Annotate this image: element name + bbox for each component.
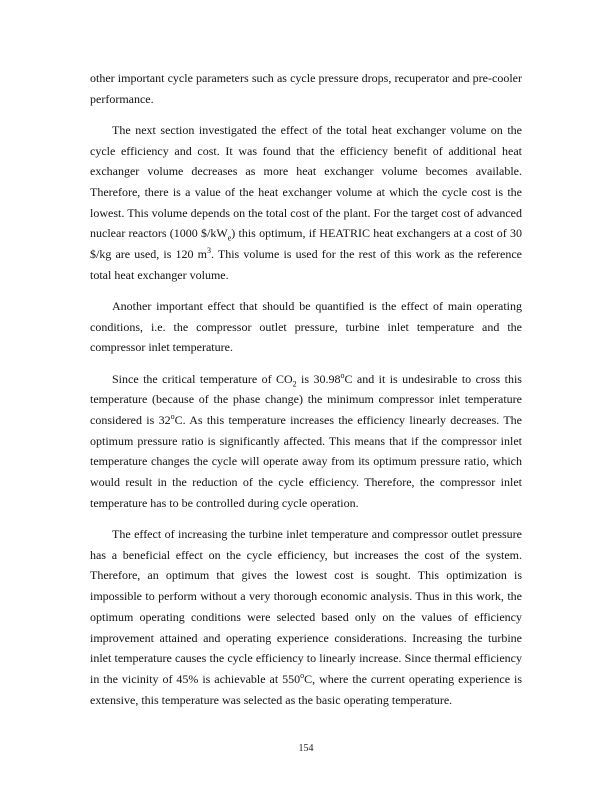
paragraph-3: Another important effect that should be quantified is the effect of main operating conditions, i.e. the compressor outlet pressure, turbine inlet temperature and the compressor inlet temperature. [90,299,522,355]
page-number: 154 [298,743,314,754]
document-body [90,68,522,721]
paragraph-5: The effect of increasing the turbine inlet temperature and compressor outlet pressure has a beneficial effect on the cycle efficiency, but increases the cost of the system. Therefore, an optimum that gives the lowest cost is sought. This optimization is impossible to perform without a very thorough economic analysis. Thus in this work, the optimum operating conditions were selected based only on the values of efficiency improvement attained and operating experience considerations. Increasing the turbine inlet temperature causes the cycle efficiency to linearly increase. Since thermal efficiency in the vicinity of 45% is achievable at 550$^o$C, where the current operating experience is extensive, this temperature was selected as the basic operating temperature. [90,527,522,707]
paragraph-2: The next section investigated the effect of the total heat exchanger volume on the cycle efficiency and cost. It was found that the efficiency benefit of additional heat exchanger volume decreases as more heat exchanger volume becomes available. Therefore, there is a value of the heat exchanger volume at which the cycle cost is the lowest. This volume depends on the total cost of the plant. For the target cost of advanced nuclear reactors (1000 $\$/kW_e$) this optimum, if HEATRIC heat exchangers at a cost of 30 $/kg are used, is 120 $m^3$. This volume is used for the rest of this work as the reference total heat exchanger volume. [90,122,522,282]
paragraph-4: Since the critical temperature of $CO_2$ is 30.98$^o$C and it is undesirable to cross this temperature (because of the phase change) the minimum compressor inlet temperature considered is 32$^o$C. As this temperature increases the efficiency linearly decreases. The optimum pressure ratio is significantly affected. This means that if the compressor inlet temperature changes the cycle will operate away from its optimum pressure ratio, which would result in the reduction of the cycle efficiency. Therefore, the compressor inlet temperature has to be controlled during cycle operation. [90,370,522,510]
paragraph-1: other important cycle parameters such as cycle pressure drops, recuperator and pre-cooler performance. [90,71,522,106]
